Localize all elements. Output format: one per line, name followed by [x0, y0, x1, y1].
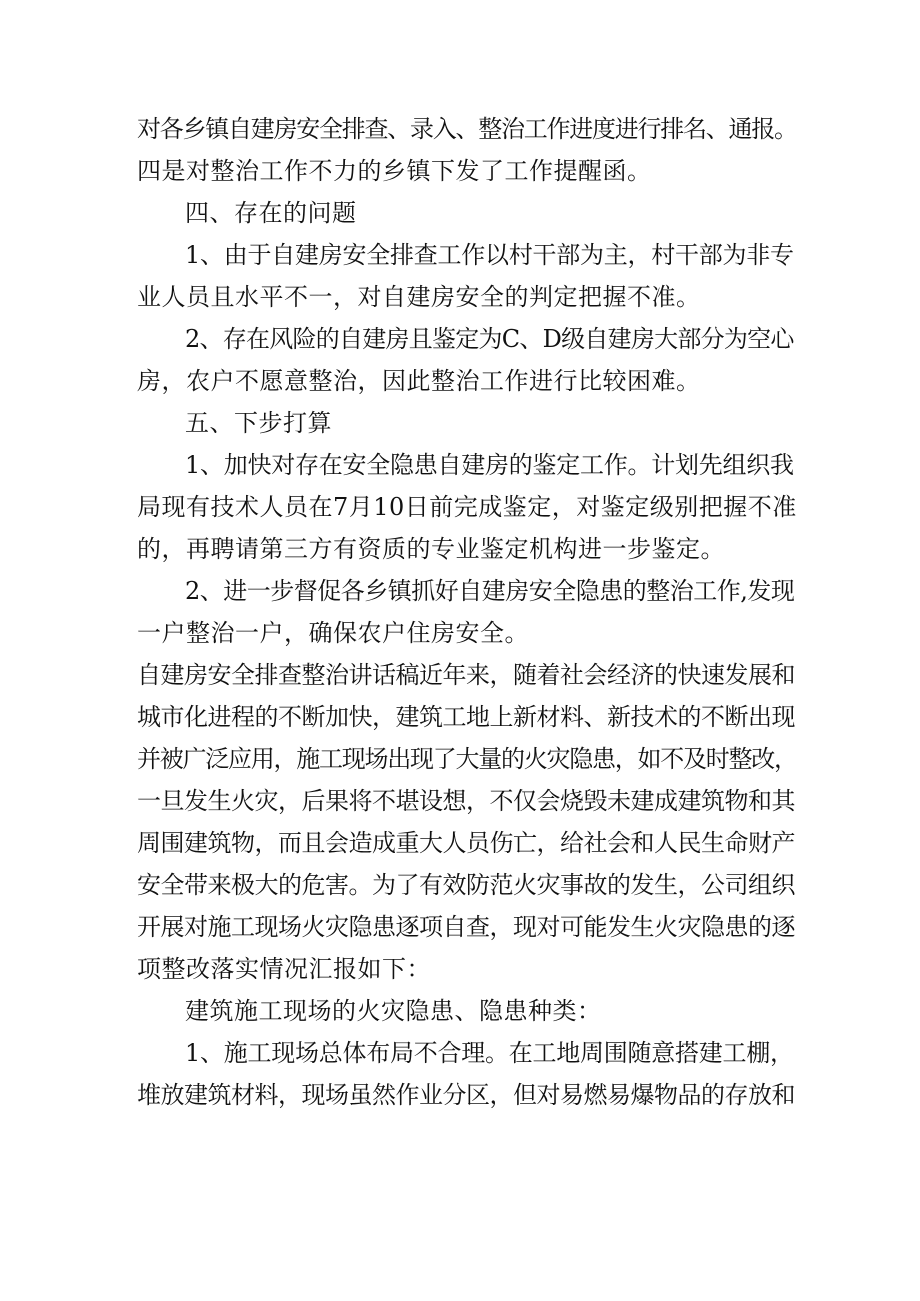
text-line: 业人员且水平不一，对自建房安全的判定把握不准。: [137, 283, 701, 311]
text-line: 五、下步打算: [185, 409, 332, 437]
text-line: 自建房安全排查整治讲话稿近年来，随着社会经济的快速发展和: [137, 661, 795, 689]
text-line: 2、进一步督促各乡镇抓好自建房安全隐患的整治工作,发现: [185, 577, 795, 605]
text-line: 城市化进程的不断加快，建筑工地上新材料、新技术的不断出现: [137, 703, 795, 731]
text-line: 周围建筑物，而且会造成重大人员伤亡，给社会和人民生命财产: [137, 829, 795, 857]
text-line: 对各乡镇自建房安全排查、录入、整治工作进度进行排名、通报。: [137, 115, 797, 143]
text-line: 并被广泛应用，施工现场出现了大量的火灾隐患，如不及时整改，: [137, 745, 797, 773]
text-line: 局现有技术人员在7月10日前完成鉴定，对鉴定级别把握不准: [137, 493, 797, 521]
text-line: 2、存在风险的自建房且鉴定为C、D级自建房大部分为空心: [185, 325, 794, 353]
text-line: 开展对施工现场火灾隐患逐项自查，现对可能发生火灾隐患的逐: [137, 913, 795, 941]
text-line: 建筑施工现场的火灾隐患、隐患种类：: [185, 997, 602, 1025]
text-line: 四是对整治工作不力的乡镇下发了工作提醒函。: [137, 157, 652, 185]
text-line: 项整改落实情况汇报如下：: [137, 955, 431, 983]
text-line: 一户整治一户，确保农户住房安全。: [137, 619, 529, 647]
text-line: 1、施工现场总体布局不合理。在工地周围随意搭建工棚，: [185, 1039, 794, 1067]
text-line: 安全带来极大的危害。为了有效防范火灾事故的发生，公司组织: [137, 871, 795, 899]
document-body: [137, 108, 797, 1116]
text-line: 一旦发生火灾，后果将不堪设想，不仅会烧毁未建成建筑物和其: [137, 787, 795, 815]
text-line: 1、加快对存在安全隐患自建房的鉴定工作。计划先组织我: [185, 451, 794, 479]
text-line: 的，再聘请第三方有资质的专业鉴定机构进一步鉴定。: [137, 535, 725, 563]
text-line: 1、由于自建房安全排查工作以村干部为主，村干部为非专: [185, 241, 794, 269]
text-line: 房，农户不愿意整治，因此整治工作进行比较困难。: [137, 367, 701, 395]
text-line: 四、存在的问题: [185, 199, 357, 227]
text-line: 堆放建筑材料，现场虽然作业分区，但对易燃易爆物品的存放和: [137, 1081, 795, 1109]
